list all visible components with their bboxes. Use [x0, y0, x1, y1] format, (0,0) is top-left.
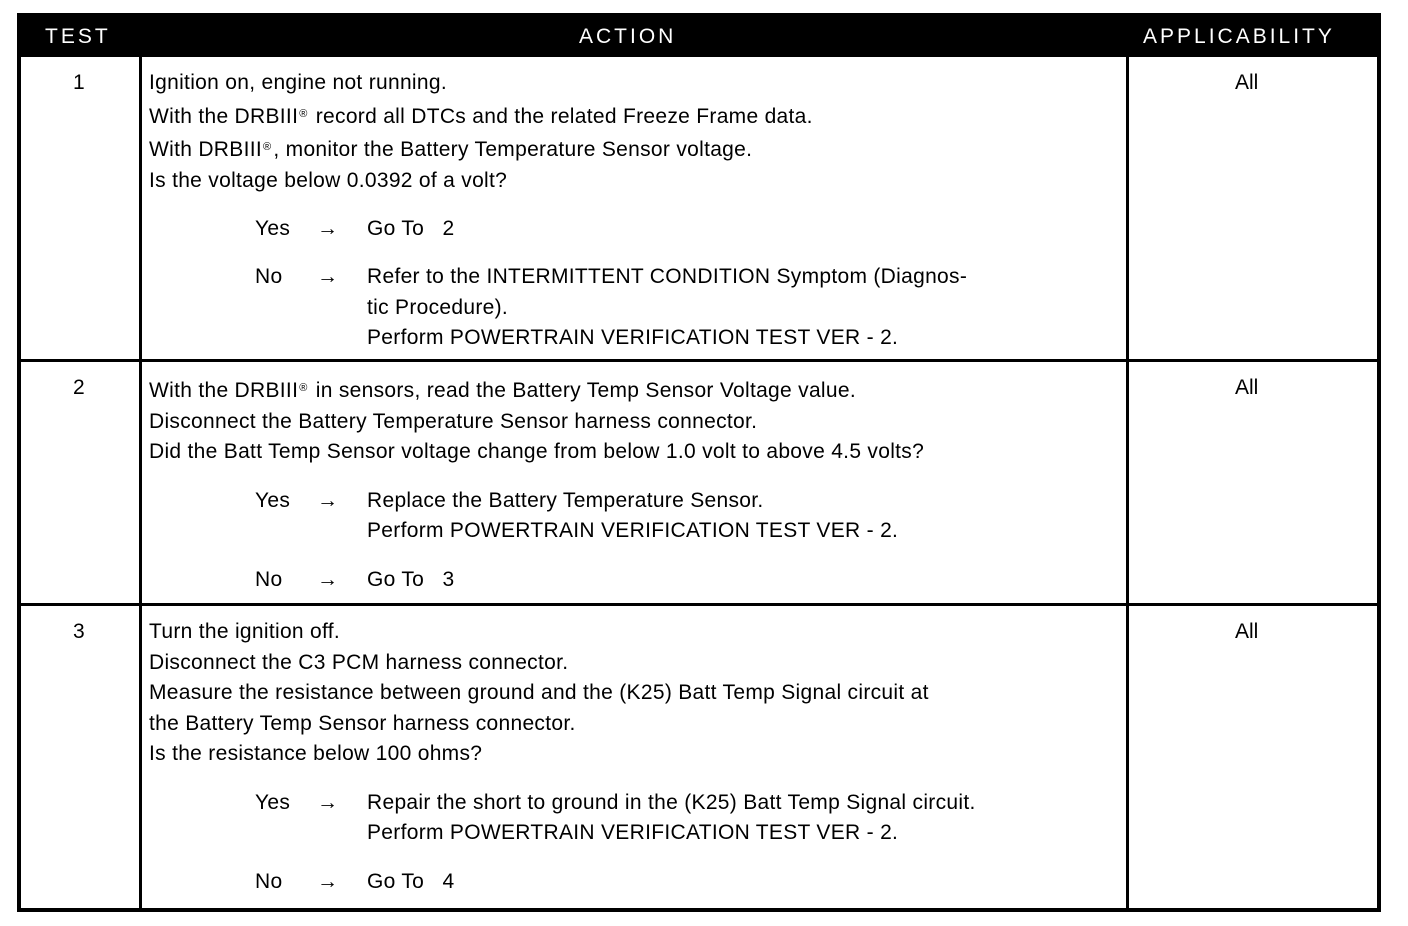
table-row: [21, 606, 1377, 909]
test-number: 2: [73, 376, 85, 399]
yes-text: [367, 214, 455, 245]
yes-label: Yes: [255, 488, 291, 512]
response-line: Replace the Battery Temperature Sensor.: [367, 488, 764, 512]
no-label: No: [255, 265, 283, 288]
applicability-value: All: [1235, 376, 1259, 399]
response-line: Refer to the INTERMITTENT CONDITION Symptom (Diagnos-: [367, 265, 968, 288]
table-row: [21, 57, 1377, 359]
action-cell: [149, 68, 1129, 353]
response-line: Go To 2: [367, 217, 455, 240]
table-header: [21, 17, 1377, 57]
action-line: Is the resistance below 100 ohms?: [149, 742, 483, 765]
header-applicability: APPLICABILITY: [1143, 25, 1335, 48]
action-line: the Battery Temp Sensor harness connector.: [149, 711, 576, 735]
arrow-right-icon: →: [317, 869, 339, 893]
yes-response: [149, 486, 1129, 547]
yes-response: [149, 788, 1129, 849]
action-line: Measure the resistance between ground and the (K25) Batt Temp Signal circuit at: [149, 681, 929, 704]
no-label: No: [255, 567, 283, 591]
yes-label: Yes: [255, 217, 291, 240]
diagnostic-test-table: [17, 13, 1381, 912]
response-line: Perform POWERTRAIN VERIFICATION TEST VER - 2.: [367, 519, 899, 542]
arrow-right-icon: →: [317, 488, 339, 512]
response-line: Go To 4: [367, 869, 455, 893]
yes-text: [367, 788, 976, 849]
arrow-right-icon: →: [317, 217, 339, 240]
response-line: Perform POWERTRAIN VERIFICATION TEST VER - 2.: [367, 821, 899, 844]
yes-text: [367, 486, 898, 547]
test-number: 1: [73, 71, 85, 94]
no-text: [367, 262, 967, 354]
no-response: [149, 262, 1129, 353]
arrow-right-icon: →: [317, 265, 339, 288]
no-label: No: [255, 869, 283, 893]
header-test: TEST: [45, 25, 111, 48]
no-text: [367, 867, 455, 898]
action-line: Ignition on, engine not running.: [149, 71, 447, 94]
action-cell: [149, 373, 1129, 595]
table-row: [21, 362, 1377, 603]
action-cell: [149, 617, 1129, 897]
response-line: Perform POWERTRAIN VERIFICATION TEST VER - 2.: [367, 326, 899, 349]
no-text: [367, 565, 455, 596]
action-line: With the DRBIII® in sensors, read the Battery Temp Sensor Voltage value.: [149, 379, 856, 402]
action-line: Disconnect the C3 PCM harness connector.: [149, 650, 569, 674]
arrow-right-icon: →: [317, 790, 339, 814]
action-line: Turn the ignition off.: [149, 620, 341, 643]
action-line: Is the voltage below 0.0392 of a volt?: [149, 168, 508, 192]
yes-label: Yes: [255, 790, 291, 814]
response-line: Repair the short to ground in the (K25) Batt Temp Signal circuit.: [367, 790, 976, 814]
arrow-right-icon: →: [317, 567, 339, 591]
test-number: 3: [73, 620, 85, 643]
action-line: With the DRBIII® record all DTCs and the related Freeze Frame data.: [149, 104, 813, 128]
action-line: Disconnect the Battery Temperature Sensor harness connector.: [149, 409, 758, 433]
yes-response: [149, 214, 1129, 244]
response-line: tic Procedure).: [367, 295, 509, 319]
action-line: Did the Batt Temp Sensor voltage change from below 1.0 volt to above 4.5 volts?: [149, 440, 925, 463]
applicability-value: All: [1235, 620, 1259, 643]
applicability-value: All: [1235, 71, 1259, 94]
no-response: [149, 867, 1129, 897]
action-line: With DRBIII®, monitor the Battery Temperature Sensor voltage.: [149, 138, 753, 161]
header-action: ACTION: [579, 25, 677, 48]
no-response: [149, 565, 1129, 595]
response-line: Go To 3: [367, 567, 455, 591]
